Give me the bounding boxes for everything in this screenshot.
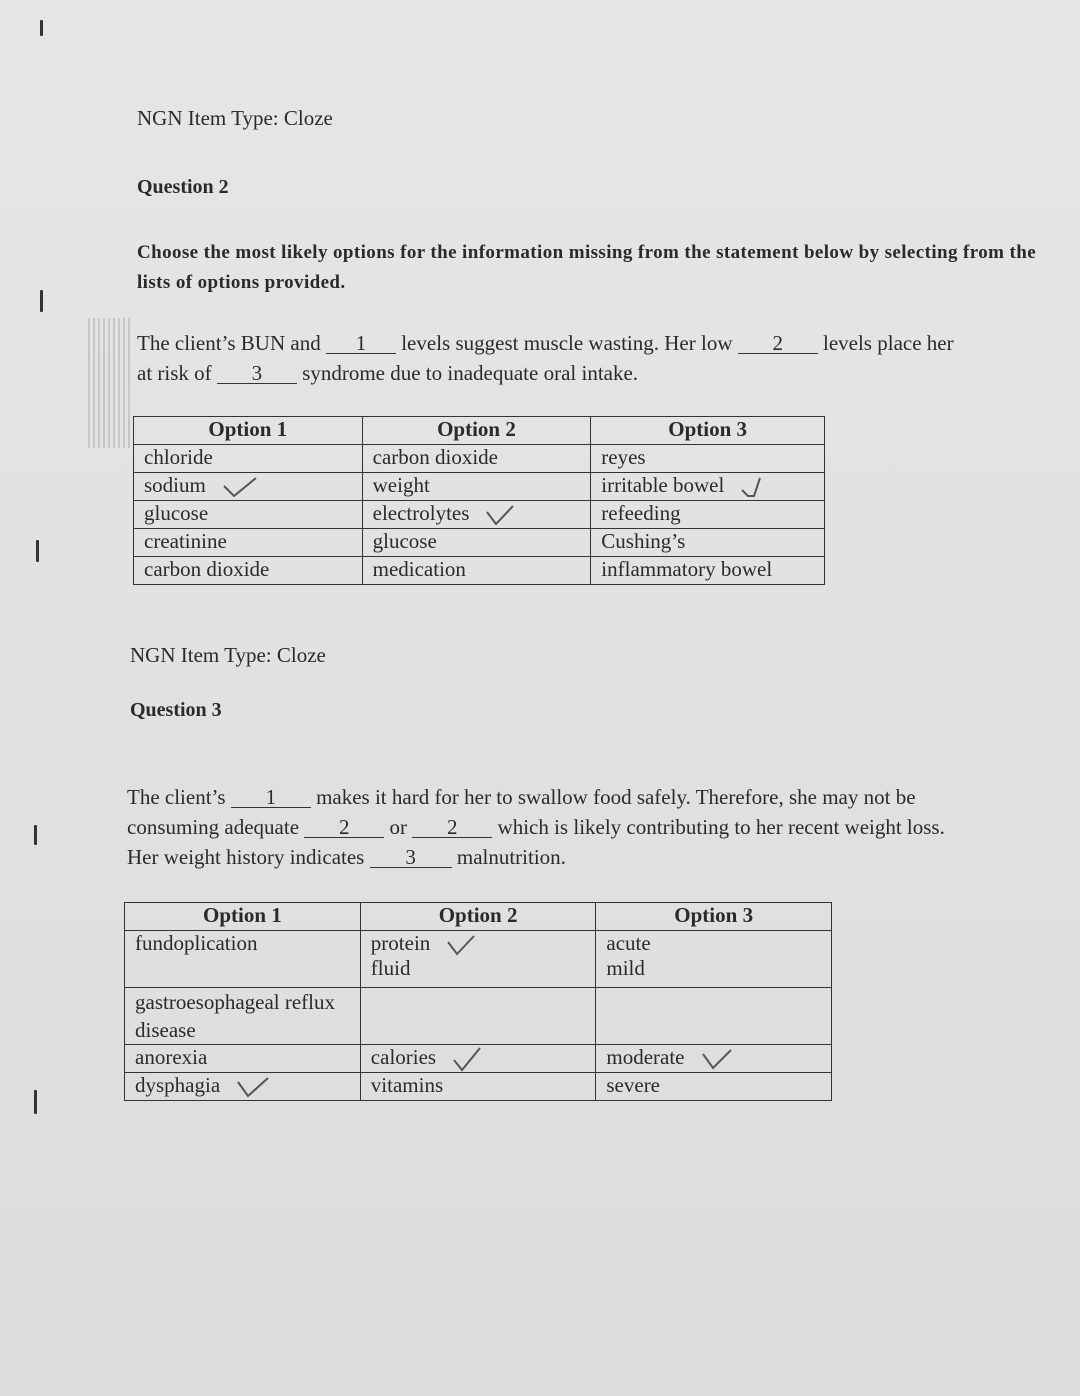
option-cell: weight (362, 473, 591, 501)
column-header: Option 2 (362, 417, 591, 445)
option-cell (596, 988, 832, 1045)
option-cell: carbon dioxide (362, 445, 591, 473)
edge-mark (34, 825, 37, 845)
option-cell: moderate (596, 1045, 832, 1073)
statement-text: which is likely contributing to her recent weight loss. (497, 815, 945, 839)
option-cell: medication (362, 557, 591, 585)
statement-text: makes it hard for her to swallow food safely. Therefore, she may not be (316, 785, 916, 809)
scan-smudge (88, 318, 130, 448)
option-cell: chloride (134, 445, 363, 473)
option-cell: carbon dioxide (134, 557, 363, 585)
edge-mark (40, 290, 43, 312)
checkmark-icon (222, 476, 258, 498)
option-cell: reyes (591, 445, 825, 473)
statement-text: levels place her (823, 331, 954, 355)
cloze-statement (127, 782, 945, 872)
statement-text: malnutrition. (456, 845, 566, 869)
column-header: Option 1 (125, 903, 361, 931)
checkmark-icon (485, 504, 515, 526)
checkmark-icon (236, 1076, 270, 1098)
statement-text: levels suggest muscle wasting. Her low (401, 331, 733, 355)
edge-mark (40, 20, 43, 36)
statement-text: syndrome due to inadequate oral intake. (302, 361, 639, 385)
options-table-q2 (133, 416, 825, 585)
item-type-label: NGN Item Type: Cloze (130, 643, 326, 667)
option-cell: creatinine (134, 529, 363, 557)
option-cell: sodium (134, 473, 363, 501)
option-cell: irritable bowel (591, 473, 825, 501)
options-table-q3 (124, 902, 832, 1101)
blank-1: 1 (231, 787, 311, 808)
column-header: Option 3 (596, 903, 832, 931)
blank-2: 2 (304, 817, 384, 838)
checkmark-icon (446, 934, 476, 956)
option-cell: protein fluid (360, 931, 596, 988)
option-cell: Cushing’s (591, 529, 825, 557)
column-header: Option 2 (360, 903, 596, 931)
statement-text: at risk of (137, 361, 212, 385)
option-cell: glucose (362, 529, 591, 557)
blank-1: 1 (326, 333, 396, 354)
option-cell: inflammatory bowel (591, 557, 825, 585)
option-cell: anorexia (125, 1045, 361, 1073)
option-cell: electrolytes (362, 501, 591, 529)
column-header: Option 1 (134, 417, 363, 445)
option-cell: severe (596, 1073, 832, 1101)
option-cell: glucose (134, 501, 363, 529)
question-label: Question 2 (137, 176, 229, 198)
checkmark-icon (452, 1046, 482, 1072)
statement-text: The client’s (127, 785, 226, 809)
item-type-label: NGN Item Type: Cloze (137, 106, 333, 130)
blank-2: 2 (738, 333, 818, 354)
option-cell: calories (360, 1045, 596, 1073)
statement-text: or (389, 815, 408, 839)
option-cell: vitamins (360, 1073, 596, 1101)
question-label: Question 3 (130, 699, 222, 721)
blank-3: 3 (217, 363, 297, 384)
statement-text: consuming adequate (127, 815, 300, 839)
column-header: Option 3 (591, 417, 825, 445)
edge-mark (36, 540, 39, 562)
instruction-text: Choose the most likely options for the information missing from the statement below by selecting from the lists of options provided. (137, 242, 1037, 293)
option-cell (360, 988, 596, 1045)
option-cell: gastroesophageal reflux disease (125, 988, 361, 1045)
statement-text: The client’s BUN and (137, 331, 321, 355)
option-cell: refeeding (591, 501, 825, 529)
cloze-statement (137, 328, 954, 388)
option-cell: acute mild (596, 931, 832, 988)
blank-2: 2 (412, 817, 492, 838)
option-cell: dysphagia (125, 1073, 361, 1101)
checkmark-icon (701, 1048, 733, 1070)
blank-3: 3 (370, 847, 452, 868)
edge-mark (34, 1090, 37, 1114)
statement-text: Her weight history indicates (127, 845, 365, 869)
option-cell: fundoplication (125, 931, 361, 988)
checkmark-icon (740, 476, 766, 498)
